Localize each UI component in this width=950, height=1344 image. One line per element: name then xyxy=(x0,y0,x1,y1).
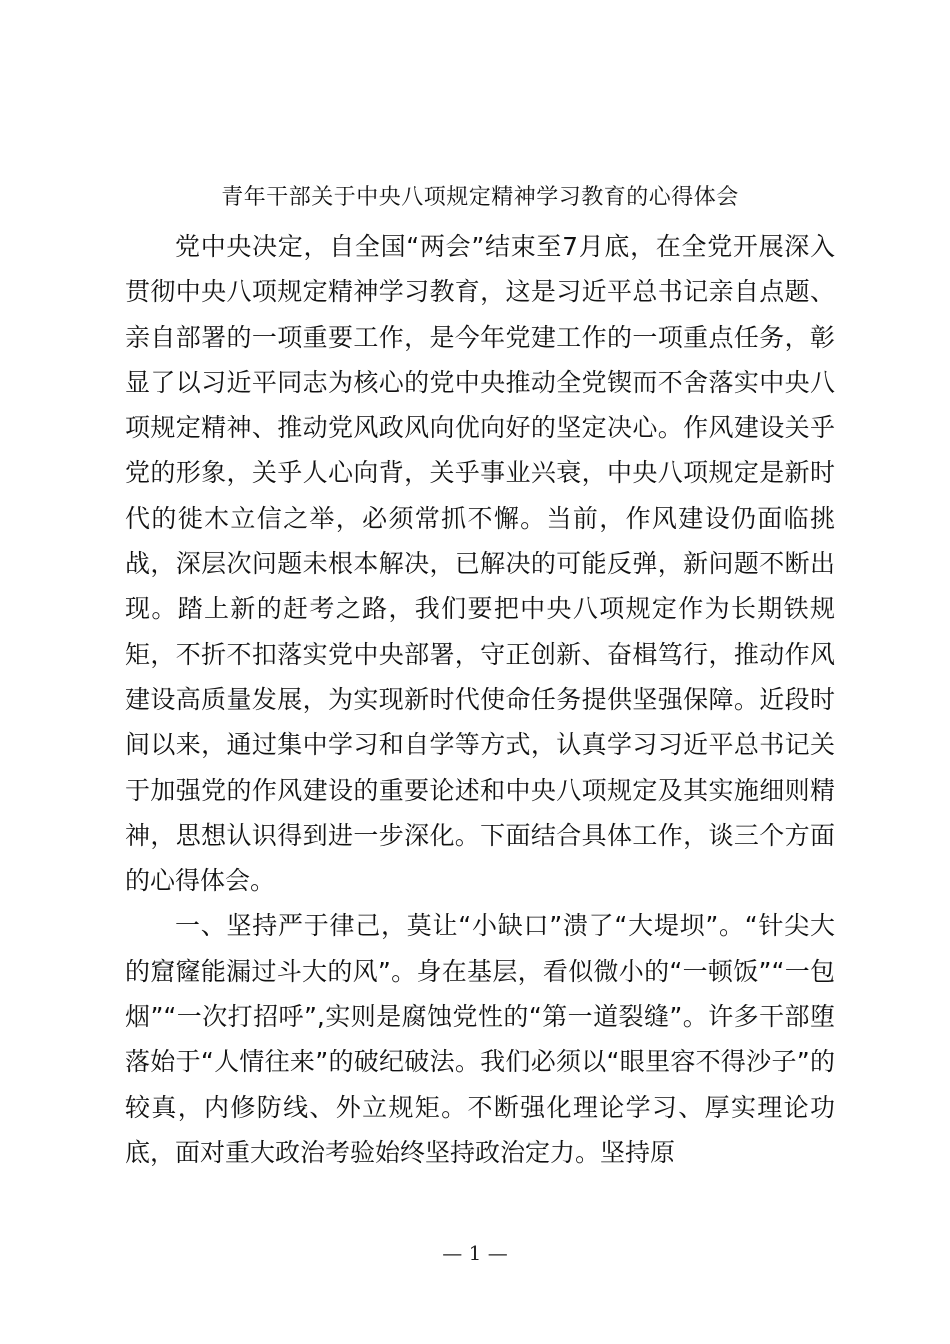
page-number: — 1 — xyxy=(442,1241,508,1265)
paragraph-intro: 党中央决定，自全国“两会”结束至7月底，在全党开展深入贯彻中央八项规定精神学习教育，这是习近平总书记亲自点题、亲自部署的一项重要工作，是今年党建工作的一项重点任务，彰显了以习近平同志为核心的党中央推动全党锲而不舍落实中央八项规定精神、推动党风政风向优向好的坚定决心。作风建设关乎党的形象，关乎人心向背，关乎事业兴衰，中央八项规定是新时代的徙木立信之举，必须常抓不懈。当前，作风建设仍面临挑战，深层次问题未根本解决，已解决的可能反弹，新问题不断出现。踏上新的赶考之路，我们要把中央八项规定作为长期铁规矩，不折不扣落实党中央部署，守正创新、奋楫笃行，推动作风建设高质量发展，为实现新时代使命任务提供坚强保障。近段时间以来，通过集中学习和自学等方式，认真学习习近平总书记关于加强党的作风建设的重要论述和中央八项规定及其实施细则精神，思想认识得到进一步深化。下面结合具体工作，谈三个方面的心得体会。 xyxy=(125,232,835,896)
document-title: 青年干部关于中央八项规定精神学习教育的心得体会 xyxy=(221,185,739,210)
paragraph-section-one: 一、坚持严于律己，莫让“小缺口”溃了“大堤坝”。“针尖大的窟窿能漏过斗大的风”。身在基层，看似微小的“一顿饭”“一包烟”“一次打招呼”,实则是腐蚀党性的“第一道裂缝”。许多干部堕落始于“人情往来”的破纪破法。我们必须以“眼里容不得沙子”的较真，内修防线、外立规矩。不断强化理论学习、厚实理论功底，面对重大政治考验始终坚持政治定力。坚持原 xyxy=(125,911,835,1167)
document-body xyxy=(125,224,835,1175)
